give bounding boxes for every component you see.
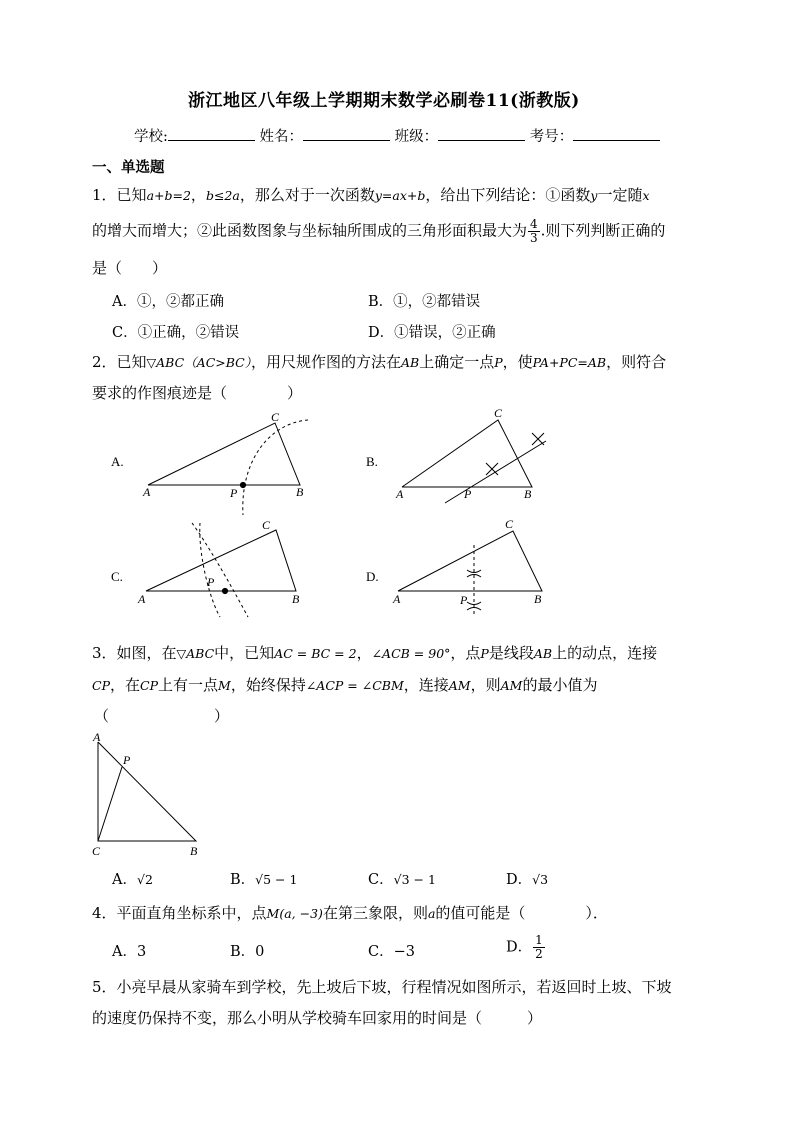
fig-b-label-p: P (464, 487, 472, 501)
question-1-line-1: 1．已知a+b=2，b≤2a，那么对于一次函数y=ax+b，给出下列结论：①函数y一定随x (92, 186, 650, 204)
school-field[interactable] (168, 126, 255, 141)
question-1-line-3: 是（ ） (92, 259, 168, 277)
question-5-line-1: 5．小亮早晨从家骑车到学校，先上坡后下坡，行程情况如图所示，若返回时上坡、下坡 (92, 978, 672, 996)
q3-label-c: C (92, 844, 101, 858)
q1-option-a[interactable]: A．①，②都正确 (112, 294, 224, 310)
fig-c-label-c: C (262, 518, 271, 532)
fig-a-label-a: A (143, 485, 151, 499)
class-field[interactable] (438, 126, 525, 141)
q3-right-triangle-figure (86, 728, 216, 860)
fig-d-label-a: A (393, 592, 401, 606)
q1-option-b[interactable]: B．①，②都错误 (368, 294, 481, 310)
fig-d-label-b: B (534, 592, 542, 606)
exam-no-field[interactable] (573, 126, 660, 141)
question-4-line-1: 4．平面直角坐标系中，点M(a, −3)在第三象限，则a的值可能是（ ）． (92, 904, 608, 922)
q2-construction-figures (100, 405, 700, 620)
page-title: 浙江地区八年级上学期期末数学必刷卷11(浙教版) (188, 91, 580, 111)
point-p-dot (240, 482, 245, 487)
q3-option-b[interactable]: B．√5 − 1 (230, 872, 298, 888)
fig-c-label-p: P (207, 575, 215, 589)
fraction-one-half: $\frac{1}{2}$ (535, 933, 543, 961)
q3-option-a[interactable]: A．√2 (112, 872, 153, 888)
question-5-line-2: 的速度仍保持不变，那么小明从学校骑车回家用的时间是（ ） (92, 1009, 543, 1027)
name-field[interactable] (303, 126, 390, 141)
q3-option-c[interactable]: C．√3 − 1 (368, 872, 436, 888)
q2-option-d-label[interactable]: D. (366, 569, 379, 584)
q3-label-a: A (93, 730, 101, 744)
q2-option-a-label[interactable]: A. (111, 454, 124, 469)
question-3-line-2: CP，在CP上有一点M，始终保持∠ACP = ∠CBM，连接AM，则AM的最小值为 (92, 676, 598, 694)
q1-option-d[interactable]: D．①错误，②正确 (368, 325, 496, 341)
q4-option-d[interactable]: D． $\frac{1}{2}$ (506, 933, 543, 961)
fig-a-label-c: C (271, 410, 280, 424)
fraction-four-thirds: $\frac{4}{3}$ (530, 217, 538, 245)
fig-c-label-b: B (292, 592, 300, 606)
figure-c (146, 523, 296, 617)
q4-option-c[interactable]: C．−3 (368, 944, 415, 960)
fig-a-label-b: B (296, 485, 304, 499)
point-p-dot (222, 588, 227, 593)
q4-option-b[interactable]: B．0 (230, 944, 265, 960)
q1-option-c[interactable]: C．①正确，②错误 (112, 325, 240, 341)
q3-label-b: B (190, 844, 198, 858)
school-label: 学校: (134, 129, 168, 145)
fig-c-label-a: A (138, 592, 146, 606)
question-2-line-1: 2．已知▽ABC（AC>BC），用尺规作图的方法在AB上确定一点P，使PA+PC=AB，则符合 (92, 353, 667, 371)
fig-a-label-p: P (230, 486, 238, 500)
name-label: 姓名： (259, 129, 303, 145)
exam-no-label: 考号： (529, 129, 574, 145)
fig-b-label-a: A (396, 487, 404, 501)
question-3-line-1: 3．如图，在▽ABC中，已知AC = BC = 2，∠ACB = 90°，点P是线段AB上的动点，连接 (92, 644, 658, 662)
fig-d-label-p: P (460, 593, 468, 607)
fig-b-label-c: C (494, 406, 503, 420)
q3-option-d[interactable]: D．√3 (506, 872, 549, 888)
q2-option-c-label[interactable]: C. (111, 569, 123, 584)
question-2-line-2: 要求的作图痕迹是（ ） (92, 384, 303, 402)
q3-label-p: P (123, 753, 131, 767)
fig-d-label-c: C (505, 517, 514, 531)
figure-d (398, 531, 542, 617)
fig-b-label-b: B (524, 487, 532, 501)
figure-a (148, 420, 308, 515)
question-3-answer-blank: （ ） (94, 707, 230, 725)
q4-option-a[interactable]: A．3 (112, 944, 147, 960)
section-heading: 一、单选题 (92, 159, 165, 176)
class-label: 班级： (394, 129, 439, 145)
q2-option-b-label[interactable]: B. (366, 454, 378, 469)
student-info-line (134, 125, 660, 146)
question-1-line-2: 的增大而增大；②此函数图象与坐标轴所围成的三角形面积最大为 $\frac{4}{3}$ .则下列判断正确的 (92, 217, 666, 245)
